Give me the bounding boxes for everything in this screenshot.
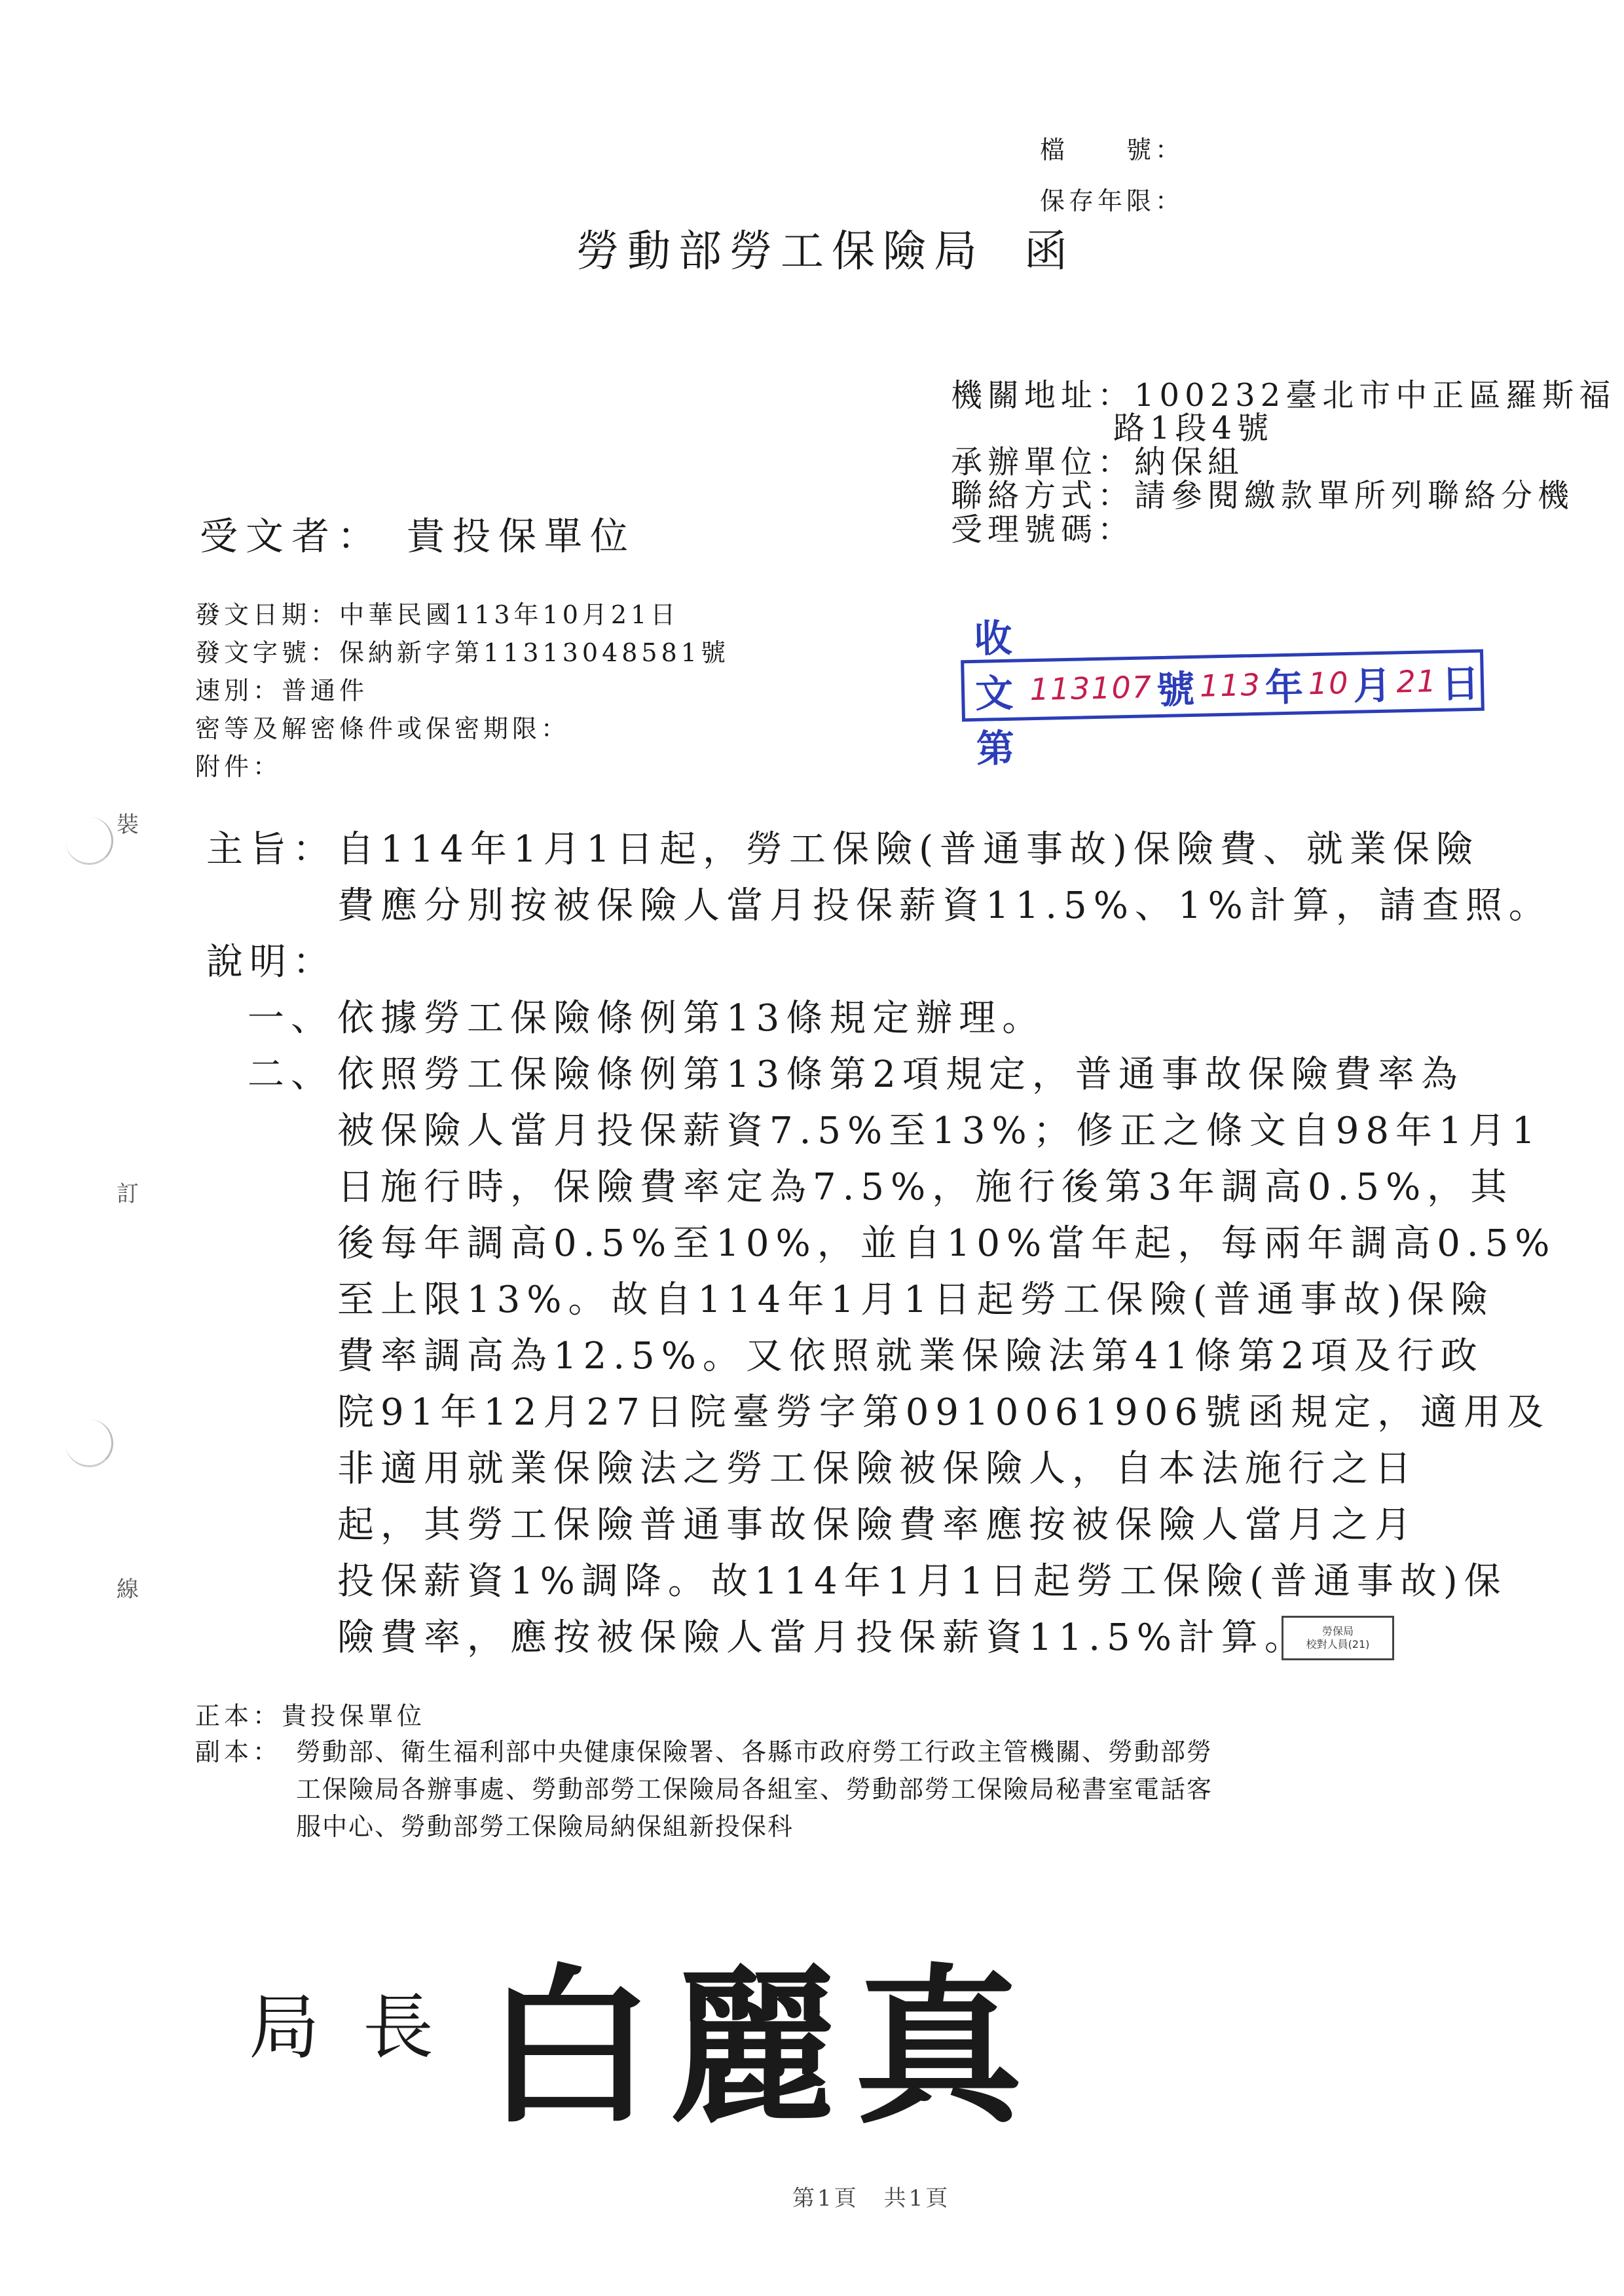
copy-line: 服中心、勞動部勞工保險局納保組新投保科 <box>296 1812 794 1841</box>
item2-line: 被保險人當月投保薪資7.5%至13%；修正之條文自98年1月1 <box>337 1110 1542 1152</box>
subject-line: 費應分別按被保險人當月投保薪資11.5%、1%計算，請查照。 <box>337 884 1552 927</box>
item2-line: 院91年12月27日院臺勞字第0910061906號函規定，適用及 <box>337 1391 1551 1434</box>
issue-date-row <box>195 594 679 630</box>
item2-line: 費率調高為12.5%。又依照就業保險法第41條第2項及行政 <box>337 1335 1484 1377</box>
stamp-day: 21 <box>1395 663 1438 700</box>
issue-date-label: 發文日期： <box>195 600 340 629</box>
receipt-stamp <box>961 615 1485 771</box>
stamp-prefix: 收文第 <box>973 615 1016 771</box>
recipient-label: 受文者： <box>200 514 384 558</box>
address-label: 機關地址： <box>951 377 1135 414</box>
item2-line: 險費率，應按被保險人當月投保薪資11.5%計算。 <box>337 1616 1308 1659</box>
retention-label: 保存年限： <box>1040 187 1185 215</box>
stamp-number: 113107 <box>1029 669 1153 708</box>
item2-marker: 二、 <box>248 1053 334 1096</box>
seal-line2: 校對人員(21) <box>1306 1638 1370 1650</box>
file-number-label: 檔 號： <box>1040 136 1185 164</box>
secrecy-label: 密等及解密條件或保密期限： <box>195 714 570 743</box>
signatory-title: 局長 <box>249 1987 477 2069</box>
proofreader-seal <box>1282 1616 1394 1660</box>
signatory-name: 白麗真 <box>485 1948 1039 2146</box>
item2-line: 依照勞工保險條例第13條第2項規定，普通事故保險費率為 <box>337 1053 1464 1096</box>
speed-value: 普通件 <box>282 676 369 705</box>
speed-row <box>195 670 368 706</box>
subject-line: 自114年1月1日起，勞工保險(普通事故)保險費、就業保險 <box>337 828 1479 871</box>
punch-hole <box>65 1419 113 1467</box>
item2-body <box>337 1047 1556 1666</box>
handler-value: 納保組 <box>1134 444 1245 481</box>
document-kind: 函 <box>1024 226 1075 276</box>
primary-recipient-row <box>195 1696 426 1732</box>
address-line2: 路1段4號 <box>1113 410 1274 446</box>
contact-label: 聯絡方式： <box>951 477 1135 514</box>
agency-name: 勞動部勞工保險局 <box>576 226 985 276</box>
recipient-row <box>200 505 636 560</box>
item2-line: 投保薪資1%調降。故114年1月1日起勞工保險(普通事故)保 <box>337 1560 1507 1603</box>
receipt-number-label: 受理號碼： <box>951 511 1135 548</box>
item2-line: 非適用就業保險法之勞工保險被保險人，自本法施行之日 <box>337 1448 1418 1490</box>
margin-mark-staple: 訂 <box>117 1181 139 1207</box>
explanation-label: 說明： <box>206 941 336 983</box>
item2-line: 後每年調高0.5%至10%，並自10%當年起，每兩年調高0.5% <box>337 1222 1557 1265</box>
stamp-day-suffix: 日 <box>1441 661 1481 706</box>
margin-mark-line: 線 <box>117 1576 139 1603</box>
item1-text: 依據勞工保險條例第13條規定辦理。 <box>337 997 1046 1040</box>
page-indicator: 第1頁 共1頁 <box>792 2185 951 2212</box>
address-line1: 100232臺北市中正區羅斯福 <box>1134 377 1616 414</box>
doc-number-label: 發文字號： <box>195 638 340 667</box>
stamp-mid: 號 <box>1156 666 1196 713</box>
attachment-label: 附件： <box>195 752 282 781</box>
stamp-year: 113 <box>1199 666 1262 704</box>
item2-line: 至上限13%。故自114年1月1日起勞工保險(普通事故)保險 <box>337 1279 1494 1321</box>
copy-line: 勞動部、衛生福利部中央健康保險署、各縣市政府勞工行政主管機關、勞動部勞 <box>296 1738 1213 1766</box>
copy-line: 工保險局各辦事處、勞動部勞工保險局各組室、勞動部勞工保險局秘書室電話客 <box>296 1775 1213 1804</box>
primary-value: 貴投保單位 <box>282 1702 426 1730</box>
speed-label: 速別： <box>195 676 282 705</box>
item2-line: 日施行時，保險費率定為7.5%，施行後第3年調高0.5%，其 <box>337 1166 1514 1209</box>
item1-marker: 一、 <box>248 997 334 1040</box>
seal-line1: 勞保局 <box>1321 1625 1354 1637</box>
primary-label: 正本： <box>195 1702 282 1730</box>
recipient-value: 貴投保單位 <box>407 514 637 558</box>
subject-label: 主旨： <box>206 828 336 871</box>
address-row <box>951 370 1615 415</box>
document-title <box>576 216 1075 278</box>
stamp-month-suffix: 月 <box>1352 663 1393 708</box>
copy-label: 副本： <box>195 1738 282 1766</box>
handler-label: 承辦單位： <box>951 444 1135 481</box>
punch-hole <box>65 817 113 865</box>
item2-line: 起，其勞工保險普通事故保險費率應按被保險人當月之月 <box>337 1504 1418 1546</box>
stamp-year-suffix: 年 <box>1264 665 1305 710</box>
subject-body <box>337 822 1552 934</box>
stamp-month: 10 <box>1308 665 1350 702</box>
doc-number: 保納新字第11313048581號 <box>339 638 729 667</box>
margin-mark-bind: 裝 <box>117 812 139 838</box>
contact-value: 請參閱繳款單所列聯絡分機 <box>1134 477 1575 514</box>
issue-date: 中華民國113年10月21日 <box>339 600 680 629</box>
doc-number-row <box>195 632 729 668</box>
